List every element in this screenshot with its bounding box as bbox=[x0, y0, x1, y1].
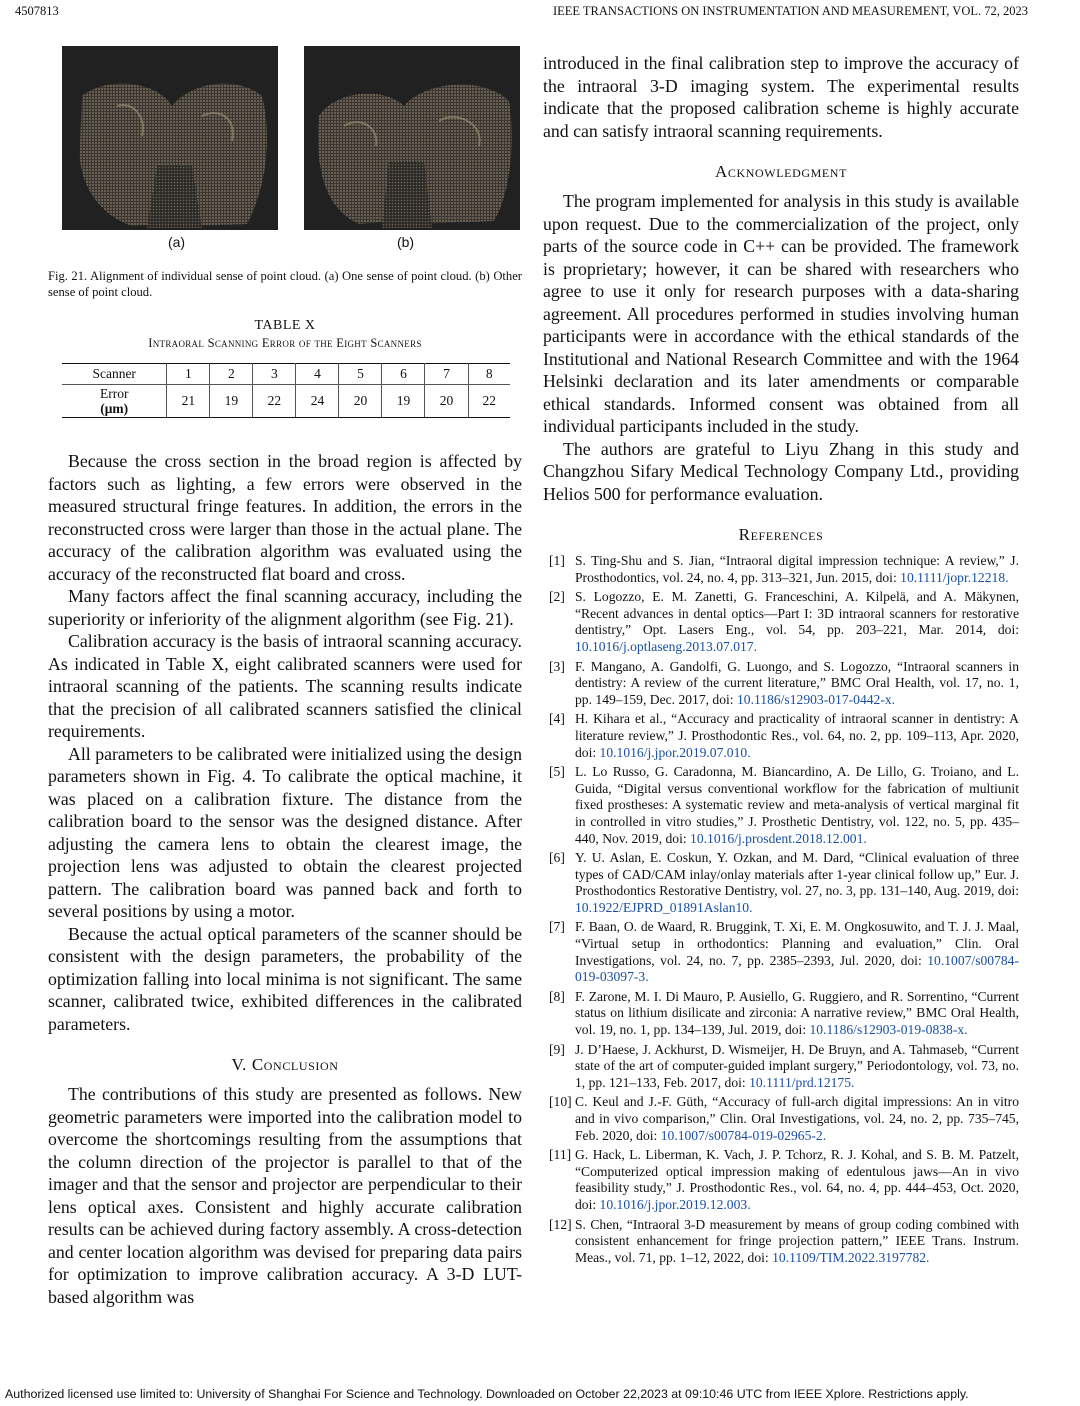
reference-citation: G. Hack, L. Liberman, K. Vach, J. P. Tchorz, R. J. Kohal, and S. B. M. Patzelt, “Computerized optical impression making of edentulous jaws—An in vivo feasibility study,” J. Prosthodontic Res., vol. 64, no. 4, pp. 444–453, Oct. 2020, doi: bbox=[575, 1147, 1019, 1212]
body-paragraph: introduced in the final calibration step to improve the accuracy of the intraoral 3-D imaging system. The experimental results indicate that the proposed calibration scheme is highly accurate and can satisfy intraoral scanning requirements. bbox=[543, 53, 1019, 141]
table-cell: Scanner bbox=[62, 364, 167, 385]
reference-citation: S. Chen, “Intraoral 3-D measurement by means of group coding combined with consistent enhancement for fringe projection pattern,” IEEE Trans. Instrum. Meas., vol. 71, pp. 1–12, 2022, doi: bbox=[575, 1216, 1019, 1265]
table-cell: 20 bbox=[425, 385, 468, 418]
reference-item bbox=[543, 1147, 1019, 1213]
reference-item bbox=[543, 589, 1019, 655]
table-cell: 7 bbox=[425, 364, 468, 385]
reference-number: [2] bbox=[549, 589, 565, 605]
table-cell: 22 bbox=[253, 385, 296, 418]
reference-citation: F. Mangano, A. Gandolfi, G. Luongo, and S. Logozzo, “Intraoral scanners in dentistry: A review of the current literature,” BMC Oral Health, vol. 17, no. 1, pp. 149–159, Dec. 2017, doi: bbox=[575, 658, 1019, 707]
doi-link[interactable]: 10.1016/j.optlaseng.2013.07.017. bbox=[575, 638, 757, 654]
table-cell: 21 bbox=[167, 385, 210, 418]
reference-text bbox=[575, 1217, 1019, 1267]
table-cell: 1 bbox=[167, 364, 210, 385]
body-paragraph: The program implemented for analysis in this study is available upon request. Due to the commercialization of the project, only parts of the source code in C++ can be provided. The framework is proprietary; however, it can be shared with researchers who agree to use it only for research purposes with a data-sharing agreement. All procedures performed in studies involving human participants were in accordance with the ethical standards of the Institutional and National Research Committee and with the 1964 Helsinki declaration and its later amendments or comparable ethical standards. Informed consent was obtained from all individual participants included in the study. bbox=[543, 191, 1019, 436]
table-row bbox=[62, 385, 510, 418]
unit-label: (μm) bbox=[100, 401, 129, 416]
reference-text bbox=[575, 764, 1019, 847]
reference-citation: F. Zarone, M. I. Di Mauro, P. Ausiello, G. Ruggiero, and R. Sorrentino, “Current status on lithium disilicate and zirconia: A narrative review,” BMC Oral Health, vol. 19, no. 1, pp. 134–139, Jul. 2019, doi: bbox=[575, 988, 1019, 1038]
reference-number: [9] bbox=[549, 1041, 565, 1057]
section-heading-conclusion: V. Conclusion bbox=[231, 1055, 339, 1074]
error-label: Error bbox=[99, 386, 129, 401]
body-paragraph: Because the actual optical parameters of the scanner should be consistent with the design parameters, the probability of the optimization falling into local minima is not significant. The same scanner, calibrated twice, exhibited differences in the calibrated parameters. bbox=[48, 923, 522, 1034]
left-column bbox=[48, 46, 522, 1308]
doi-link[interactable]: 10.1922/EJPRD_01891Aslan10. bbox=[575, 899, 753, 915]
table-cell bbox=[62, 385, 167, 418]
table-title: Intraoral Scanning Error of the Eight Scanners bbox=[148, 336, 422, 350]
doi-link[interactable]: 10.1016/j.jpor.2019.07.010. bbox=[599, 744, 751, 760]
point-cloud-image-b bbox=[304, 46, 520, 230]
reference-item bbox=[543, 659, 1019, 709]
subfigure-label-a: (a) bbox=[167, 234, 186, 250]
reference-number: [3] bbox=[549, 658, 565, 674]
table-number: TABLE X bbox=[254, 318, 316, 333]
doi-link[interactable]: 10.1007/s00784-019-02965-2. bbox=[660, 1127, 827, 1143]
section-heading-references: References bbox=[738, 525, 824, 544]
reference-citation: Y. U. Aslan, E. Coskun, Y. Ozkan, and M. Dard, “Clinical evaluation of three types of CAD/CAM inlay/onlay materials after 1-year clinical follow up,” Eur. J. Prosthodontics Restorative Dentistry, vol. 27, no. 3, pp. 131–140, Aug. 2019, doi: bbox=[575, 850, 1019, 899]
reference-text bbox=[575, 919, 1019, 985]
right-column bbox=[543, 52, 1019, 1269]
license-footer: Authorized licensed use limited to: University of Shanghai For Science and Technology. Downloaded on October 22,2023 at 09:10:46 UTC from IEEE Xplore. Restrictions apply. bbox=[5, 1387, 969, 1401]
journal-header: IEEE TRANSACTIONS ON INSTRUMENTATION AND MEASUREMENT, VOL. 72, 2023 bbox=[552, 4, 1028, 18]
figure-21 bbox=[62, 46, 520, 230]
table-cell: 2 bbox=[210, 364, 253, 385]
reference-citation: J. D’Haese, J. Ackhurst, D. Wismeijer, H. De Bruyn, and A. Tahmaseb, “Current state of the art of computer-guided implant surgery,” Periodontology, vol. 73, no. 1, pp. 121–133, Feb. 2017, doi: bbox=[575, 1041, 1019, 1090]
table-cell: 19 bbox=[210, 385, 253, 418]
body-paragraph: Because the cross section in the broad region is affected by factors such as lighting, a few errors were observed in the measured structural fringe features. In addition, the errors in the reconstructed cross were larger than those in the actual plane. The accuracy of the calibration algorithm was evaluated using the accuracy of the reconstructed flat board and cross. bbox=[48, 451, 522, 584]
scanning-error-table bbox=[62, 363, 510, 418]
reference-number: [11] bbox=[549, 1147, 572, 1163]
reference-text bbox=[575, 850, 1019, 916]
figure-caption: Fig. 21. Alignment of individual sense of point cloud. (a) One sense of point cloud. (b) Other sense of point cloud. bbox=[48, 269, 522, 299]
reference-text bbox=[575, 1042, 1019, 1092]
doi-link[interactable]: 10.1111/prd.12175. bbox=[749, 1074, 855, 1090]
table-cell: 8 bbox=[468, 364, 510, 385]
reference-text bbox=[575, 989, 1019, 1039]
reference-citation: H. Kihara et al., “Accuracy and practicality of intraoral scanner in dentistry: A literature review,” J. Prosthodontic Res., vol. 64, no. 2, pp. 109–113, Apr. 2020, doi: bbox=[575, 711, 1019, 760]
reference-text bbox=[575, 589, 1019, 655]
reference-citation: S. Ting-Shu and S. Jian, “Intraoral digital impression technique: A review,” J. Prosthodontics, vol. 24, no. 4, pp. 313–321, Jun. 2015, doi: bbox=[575, 553, 1019, 585]
body-paragraph: All parameters to be calibrated were initialized using the design parameters shown in Fig. 4. To calibrate the optical machine, it was placed on a calibration fixture. The distance from the calibration board to the sensor was the designed distance. After adjusting the camera lens to obtain the clearest image, the projection lens was adjusted to obtain the clearest projected pattern. The calibration board was panned back and forth to several positions by using a motor. bbox=[48, 743, 522, 921]
reference-number: [12] bbox=[549, 1216, 572, 1232]
doi-link[interactable]: 10.1186/s12903-017-0442-x. bbox=[736, 691, 896, 707]
body-paragraph: The contributions of this study are presented as follows. New geometric parameters were imported into the calibration model to overcome the shortcomings resulting from the assumptions that the column direction of the projector is parallel to that of the imager and that the sensor and projector are perpendicular to their lens optical axes. Consistent and highly accurate calibration results can be achieved during factory assembly. A cross-detection and center location algorithm was devised for preparing data pairs for optimization to improve calibration accuracy. A 3-D LUT-based algorithm was bbox=[48, 1084, 522, 1307]
body-paragraph: The authors are grateful to Liyu Zhang in this study and Changzhou Sifary Medical Technology Company Ltd., providing Helios 500 for performance evaluation. bbox=[543, 438, 1019, 504]
table-cell: 3 bbox=[253, 364, 296, 385]
doi-link[interactable]: 10.1016/j.jpor.2019.12.003. bbox=[599, 1196, 751, 1212]
reference-citation: S. Logozzo, E. M. Zanetti, G. Franceschini, A. Kilpelä, and A. Mäkynen, “Recent advances in dental optics—Part I: 3D intraoral scanners for restorative dentistry,” Opt. Lasers Eng., vol. 54, pp. 203–221, Mar. 2014, doi: bbox=[575, 589, 1019, 638]
table-cell: 20 bbox=[339, 385, 382, 418]
table-cell: 5 bbox=[339, 364, 382, 385]
reference-citation: L. Lo Russo, G. Caradonna, M. Biancardino, A. De Lillo, G. Troiano, and L. Guida, “Digital versus conventional workflow for the fabrication of multiunit fixed prostheses: A systematic review and meta-analysis of vertical marginal fit in controlled in vitro studies,” J. Prosthetic Dentistry, vol. 122, no. 5, pp. 435–440, Nov. 2019, doi: bbox=[575, 764, 1019, 846]
table-cell: 22 bbox=[468, 385, 510, 418]
page-number: 4507813 bbox=[15, 4, 59, 18]
table-row bbox=[62, 364, 510, 385]
table-cell: 19 bbox=[382, 385, 425, 418]
reference-text bbox=[575, 1094, 1019, 1144]
reference-item bbox=[543, 553, 1019, 586]
reference-text bbox=[575, 711, 1019, 761]
reference-item bbox=[543, 1217, 1019, 1267]
reference-number: [5] bbox=[549, 764, 565, 780]
table-cell: 24 bbox=[296, 385, 339, 418]
reference-number: [8] bbox=[549, 988, 565, 1004]
doi-link[interactable]: 10.1007/s00784-019-03097-3. bbox=[575, 952, 1019, 985]
reference-citation: F. Baan, O. de Waard, R. Bruggink, T. Xi, E. M. Ongkosuwito, and T. J. J. Maal, “Virtual setup in orthodontics: Planning and evaluation,” Clin. Oral Investigations, vol. 24, no. 7, pp. 2385–2393, Jul. 2020, doi: bbox=[575, 919, 1019, 968]
doi-link[interactable]: 10.1186/s12903-019-0838-x. bbox=[809, 1022, 968, 1038]
point-cloud-image-a bbox=[62, 46, 278, 230]
reference-item bbox=[543, 850, 1019, 916]
reference-list bbox=[543, 553, 1019, 1266]
reference-text bbox=[575, 553, 1019, 586]
subfigure-label-b: (b) bbox=[396, 234, 415, 250]
reference-citation: C. Keul and J.-F. Güth, “Accuracy of full-arch digital impressions: An in vitro and in vivo comparison,” Clin. Oral Investigations, vol. 24, no. 2, pp. 735–745, Feb. 2020, doi: bbox=[575, 1094, 1019, 1143]
doi-link[interactable]: 10.1111/jopr.12218. bbox=[900, 569, 1009, 585]
doi-link[interactable]: 10.1016/j.prosdent.2018.12.001. bbox=[690, 830, 867, 846]
reference-item bbox=[543, 989, 1019, 1039]
reference-text bbox=[575, 1147, 1019, 1213]
doi-link[interactable]: 10.1109/TIM.2022.3197782. bbox=[772, 1249, 930, 1265]
reference-item bbox=[543, 764, 1019, 847]
body-paragraph: Calibration accuracy is the basis of intraoral scanning accuracy. As indicated in Table X, eight calibrated scanners were used for intraoral scanning of the patients. The scanning results indicate that the precision of all calibrated scanners satisfied the clinical requirements. bbox=[48, 631, 522, 741]
reference-number: [4] bbox=[549, 711, 565, 727]
reference-number: [10] bbox=[549, 1094, 572, 1110]
reference-item bbox=[543, 711, 1019, 761]
reference-number: [1] bbox=[549, 553, 565, 568]
table-cell: 6 bbox=[382, 364, 425, 385]
reference-number: [7] bbox=[549, 919, 565, 935]
reference-item bbox=[543, 1094, 1019, 1144]
table-cell: 4 bbox=[296, 364, 339, 385]
body-paragraph: Many factors affect the final scanning accuracy, including the superiority or inferiority of the alignment algorithm (see Fig. 21). bbox=[48, 586, 522, 629]
reference-item bbox=[543, 919, 1019, 985]
reference-item bbox=[543, 1042, 1019, 1092]
reference-text bbox=[575, 659, 1019, 709]
reference-number: [6] bbox=[549, 850, 565, 866]
section-heading-acknowledgment: Acknowledgment bbox=[715, 162, 847, 181]
